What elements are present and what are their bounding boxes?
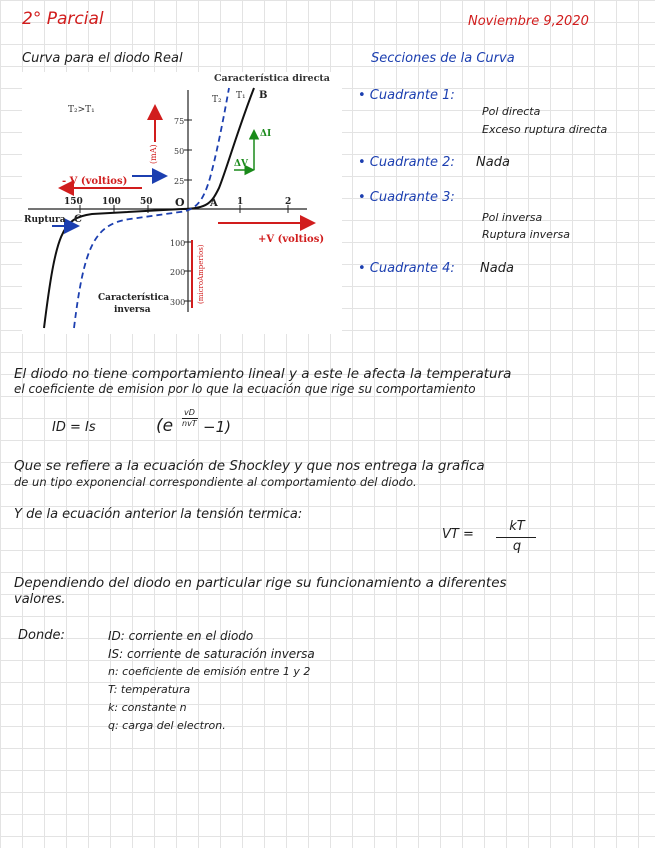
equation-exponent-numerator: vD	[184, 408, 195, 417]
equation-tail: −1)	[203, 418, 231, 436]
b-label: B	[259, 90, 268, 101]
equation-paren: (e	[156, 416, 174, 436]
quadrant-4-detail: Nada	[480, 261, 514, 276]
x-tick-2: 2	[285, 197, 292, 207]
x-tick-50: 50	[140, 197, 153, 207]
delta-i-label: ΔI	[260, 129, 272, 139]
c-label: C	[74, 214, 82, 225]
y-tick-neg-200: 200	[170, 268, 186, 277]
microamp-label: (microAmperios)	[197, 244, 205, 304]
quadrant-1: • Cuadrante 1:	[358, 88, 455, 103]
paragraph-3: Y de la ecuación anterior la tensión termica:	[14, 507, 303, 522]
donde-label: Donde:	[18, 628, 65, 643]
quadrant-3: • Cuadrante 3:	[358, 190, 455, 205]
paragraph-4-line-1: Dependiendo del diodo en particular rige su funcionamiento a diferentes	[14, 575, 507, 591]
y-tick-neg-100: 100	[170, 239, 186, 248]
a-label: A	[210, 198, 218, 209]
vt-denominator: q	[512, 539, 522, 554]
paragraph-1-line-1: El diodo no tiene comportamiento lineal y a este le afecta la temperatura	[14, 366, 512, 382]
x-tick-100: 100	[102, 197, 121, 207]
inverse-label-2: inversa	[114, 305, 151, 315]
origin-label: O	[175, 196, 185, 209]
definition-is: IS: corriente de saturación inversa	[108, 647, 315, 661]
vt-fraction-bar	[496, 537, 536, 538]
date: Noviembre 9,2020	[468, 14, 589, 29]
y-tick-25: 25	[174, 177, 185, 186]
t1-label: T₁	[236, 91, 246, 101]
vt-left: VT =	[442, 527, 474, 542]
page-title: 2° Parcial	[22, 9, 104, 29]
definition-t: T: temperatura	[108, 683, 191, 696]
positive-voltage-label: +V (voltios)	[258, 234, 325, 245]
y-tick-50: 50	[174, 147, 185, 156]
paragraph-2-line-1: Que se refiere a la ecuación de Shockley y que nos entrega la grafica	[14, 458, 485, 474]
ma-label: (mA)	[149, 144, 158, 164]
quadrant-3-detail-1: Pol inversa	[482, 211, 543, 224]
x-tick-150: 150	[64, 197, 83, 207]
quadrant-1-detail-2: Exceso ruptura directa	[482, 123, 608, 136]
t2-label: T₂	[212, 95, 222, 105]
delta-v-label: ΔV	[234, 159, 248, 169]
quadrant-2: • Cuadrante 2:	[358, 155, 455, 170]
direct-characteristic-label: Característica directa	[214, 73, 330, 84]
vt-numerator: kT	[509, 519, 525, 534]
definition-id: ID: corriente en el diodo	[108, 629, 254, 643]
quadrant-1-detail-1: Pol directa	[482, 105, 541, 118]
paragraph-1-line-2: el coeficiente de emision por lo que la ecuación que rige su comportamiento	[14, 382, 476, 396]
equation-exponent-denominator: nvT	[182, 419, 197, 428]
definition-n: n: coeficiente de emisión entre 1 y 2	[108, 665, 311, 678]
quadrant-2-detail: Nada	[476, 155, 510, 170]
negative-voltage-label: - V (voltios)	[62, 176, 128, 187]
quadrant-3-detail-2: Ruptura inversa	[482, 228, 570, 241]
diode-characteristic-diagram	[22, 72, 342, 334]
y-tick-75: 75	[174, 117, 185, 126]
x-tick-1: 1	[237, 197, 244, 207]
equation-left: ID = Is	[52, 420, 96, 435]
paragraph-4-line-2: valores.	[14, 592, 66, 607]
curve-heading: Curva para el diodo Real	[22, 51, 183, 66]
ruptura-label: Ruptura	[24, 215, 66, 225]
definition-k: k: constante n	[108, 701, 187, 714]
y-tick-neg-300: 300	[170, 298, 186, 307]
quadrant-4: • Cuadrante 4:	[358, 261, 455, 276]
sections-title: Secciones de la Curva	[371, 51, 515, 66]
inverse-label-1: Característica	[98, 293, 170, 303]
t2-gt-t1-label: T₂>T₁	[68, 105, 95, 115]
paragraph-2-line-2: de un tipo exponencial correspondiente al comportamiento del diodo.	[14, 475, 417, 489]
definition-q: q: carga del electron.	[108, 719, 226, 732]
